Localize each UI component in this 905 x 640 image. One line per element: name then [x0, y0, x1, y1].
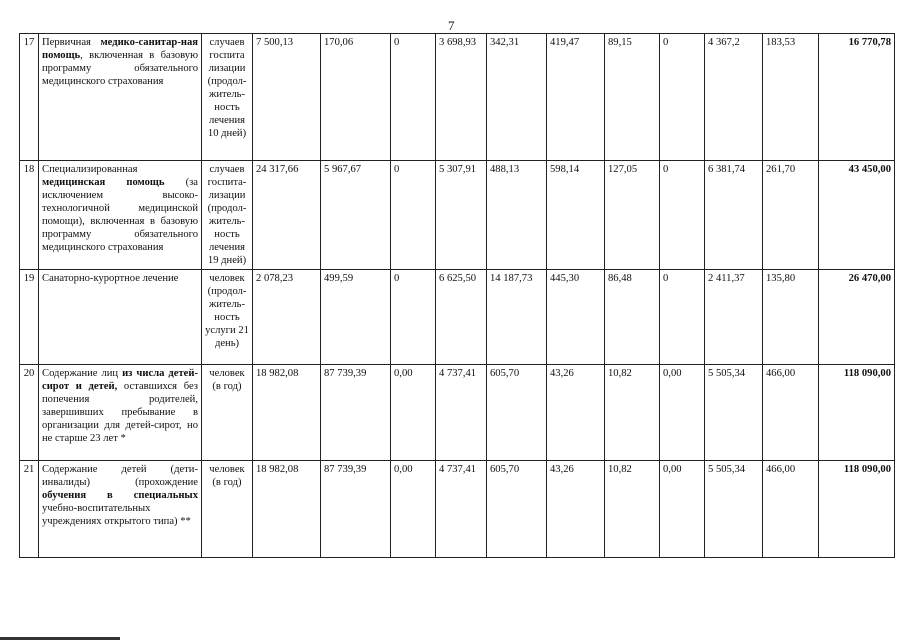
value-cell: 4 737,41	[436, 365, 487, 461]
table-row	[20, 365, 895, 461]
value-cell: 2 078,23	[253, 270, 321, 365]
value-cell: 0	[660, 161, 705, 270]
value-cell: 87 739,39	[321, 461, 391, 558]
row-number: 19	[20, 270, 39, 365]
service-name-part: Содержание лиц	[42, 368, 123, 379]
value-cell: 488,13	[487, 161, 547, 270]
value-cell: 261,70	[763, 161, 819, 270]
value-cell: 89,15	[605, 34, 660, 161]
value-cell: 18 982,08	[253, 365, 321, 461]
value-cell: 6 381,74	[705, 161, 763, 270]
value-cell: 87 739,39	[321, 365, 391, 461]
table-body	[20, 34, 895, 558]
value-cell: 0,00	[660, 365, 705, 461]
value-cell: 0,00	[391, 461, 436, 558]
value-cell: 0	[391, 161, 436, 270]
value-cell: 0	[391, 34, 436, 161]
service-name	[39, 270, 202, 365]
value-cell: 5 967,67	[321, 161, 391, 270]
value-cell: 43,26	[547, 365, 605, 461]
value-cell: 0	[391, 270, 436, 365]
value-cell: 135,80	[763, 270, 819, 365]
value-cell: 0	[660, 34, 705, 161]
total-cell: 26 470,00	[819, 270, 895, 365]
table-row	[20, 161, 895, 270]
unit-of-measure: человек (продол-житель-ность услуги 21 день)	[202, 270, 253, 365]
page-number: 7	[448, 18, 455, 33]
value-cell: 183,53	[763, 34, 819, 161]
value-cell: 466,00	[763, 461, 819, 558]
value-cell: 86,48	[605, 270, 660, 365]
value-cell: 499,59	[321, 270, 391, 365]
value-cell: 2 411,37	[705, 270, 763, 365]
service-name	[39, 34, 202, 161]
value-cell: 466,00	[763, 365, 819, 461]
cost-table	[19, 33, 895, 558]
row-number: 18	[20, 161, 39, 270]
table-row	[20, 34, 895, 161]
value-cell: 10,82	[605, 461, 660, 558]
value-cell: 43,26	[547, 461, 605, 558]
unit-of-measure: человек (в год)	[202, 461, 253, 558]
service-name	[39, 461, 202, 558]
unit-of-measure: случаев госпита лизации (продол-житель-ность лечения 10 дней)	[202, 34, 253, 161]
value-cell: 7 500,13	[253, 34, 321, 161]
value-cell: 127,05	[605, 161, 660, 270]
value-cell: 605,70	[487, 365, 547, 461]
value-cell: 18 982,08	[253, 461, 321, 558]
value-cell: 605,70	[487, 461, 547, 558]
total-cell: 118 090,00	[819, 365, 895, 461]
service-name-part: Первичная	[42, 37, 101, 48]
value-cell: 419,47	[547, 34, 605, 161]
table-row	[20, 270, 895, 365]
service-name-part: оставшихся без попечения родителей, завершивших пребывание в организации для детей-сирот, но не старше 23 лет *	[42, 381, 198, 444]
service-name-part: Санаторно-курортное лечение	[42, 273, 179, 284]
value-cell: 6 625,50	[436, 270, 487, 365]
value-cell: 14 187,73	[487, 270, 547, 365]
value-cell: 5 505,34	[705, 461, 763, 558]
value-cell: 0	[660, 270, 705, 365]
service-name-part: медико-санитар-ная помощь	[42, 37, 198, 61]
unit-of-measure: человек (в год)	[202, 365, 253, 461]
service-name-part: из числа детей-сирот и детей,	[42, 368, 198, 392]
value-cell: 4 367,2	[705, 34, 763, 161]
value-cell: 342,31	[487, 34, 547, 161]
service-name-part: учебно-воспитательных учреждениях открытого типа) **	[42, 503, 191, 527]
service-name-part: , включенная в базовую программу обязательного медицинского страхования	[42, 50, 198, 87]
value-cell: 4 737,41	[436, 461, 487, 558]
table-row	[20, 461, 895, 558]
service-name-part: Содержание детей (дети-инвалиды) (прохождение	[42, 464, 198, 488]
value-cell: 0,00	[391, 365, 436, 461]
row-number: 21	[20, 461, 39, 558]
value-cell: 0,00	[660, 461, 705, 558]
total-cell: 118 090,00	[819, 461, 895, 558]
value-cell: 5 505,34	[705, 365, 763, 461]
row-number: 17	[20, 34, 39, 161]
unit-of-measure: случаев госпита-лизации (продол-житель-ность лечения 19 дней)	[202, 161, 253, 270]
value-cell: 170,06	[321, 34, 391, 161]
service-name-part: (за исключением высоко-технологичной медицинской помощи), включенная в базовую программу обязательного медицинского страхования	[42, 177, 198, 253]
row-number: 20	[20, 365, 39, 461]
service-name-part: медицинская помощь	[42, 177, 165, 188]
value-cell: 3 698,93	[436, 34, 487, 161]
value-cell: 5 307,91	[436, 161, 487, 270]
value-cell: 10,82	[605, 365, 660, 461]
total-cell: 43 450,00	[819, 161, 895, 270]
service-name	[39, 365, 202, 461]
value-cell: 598,14	[547, 161, 605, 270]
service-name	[39, 161, 202, 270]
value-cell: 445,30	[547, 270, 605, 365]
value-cell: 24 317,66	[253, 161, 321, 270]
service-name-part: обучения в специальных	[42, 490, 198, 501]
total-cell: 16 770,78	[819, 34, 895, 161]
service-name-part: Специализированная	[42, 164, 138, 175]
